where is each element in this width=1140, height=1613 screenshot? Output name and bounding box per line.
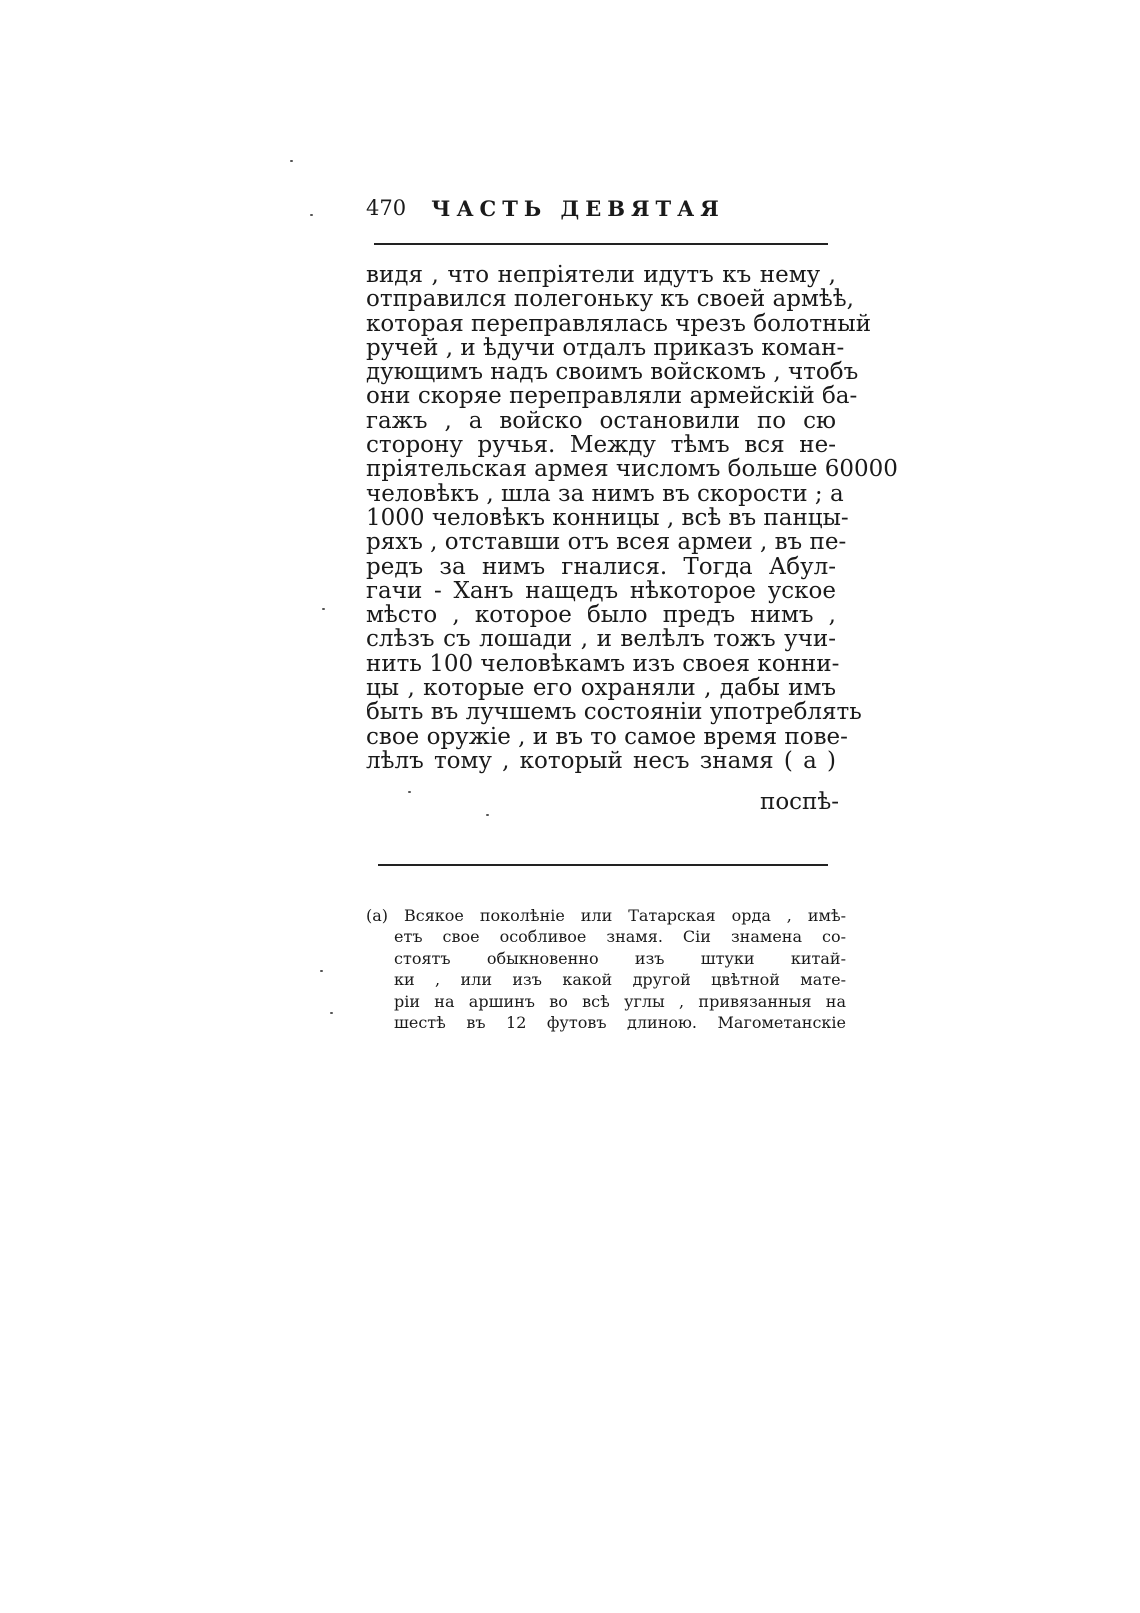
body-line: видя , что непріятели идутъ къ нему , <box>366 262 836 288</box>
body-line: человѣкъ , шла за нимъ въ скорости ; а <box>366 480 844 507</box>
body-text <box>366 262 898 774</box>
scan-speck <box>322 608 325 610</box>
body-line: которая переправлялась чрезъ болотный <box>366 310 872 337</box>
footnote-line: шестѣ въ 12 футовъ длиною. Магометанскіе <box>394 1012 846 1032</box>
scan-speck <box>486 814 489 816</box>
body-line: свое оружіе , и въ то самое время пове- <box>366 723 848 750</box>
footnote-line: етъ свое особливое знамя. Сіи знамена со- <box>394 927 846 947</box>
body-line: быть въ лучшемъ состояніи употреблять <box>366 699 862 726</box>
body-line: редъ за нимъ гналися. Тогда Абул- <box>366 553 836 580</box>
footnote-line: стоятъ обыкновенно изъ штуки китай- <box>394 948 846 968</box>
body-line: нить 100 человѣкамъ изъ своея конни- <box>366 650 840 677</box>
scan-speck <box>290 160 293 162</box>
scan-speck <box>408 791 411 793</box>
footnote <box>366 905 846 1033</box>
body-line: гажъ , а войско остановили по сю <box>366 407 836 434</box>
body-line: ряхъ , отставши отъ всея армеи , въ пе- <box>366 529 847 556</box>
page-number: 470 <box>366 196 407 220</box>
body-line: 1000 человѣкъ конницы , всѣ въ панцы- <box>366 504 849 531</box>
body-line: цы , которые его охраняли , дабы имъ <box>366 675 836 702</box>
footnote-rule <box>378 864 828 866</box>
footnote-line: ки , или изъ какой другой цвѣтной мате- <box>394 970 846 990</box>
body-line: гачи - Ханъ нащедъ нѣкоторое уское <box>366 577 836 604</box>
catchword: поспѣ- <box>760 789 840 815</box>
scan-speck <box>320 970 323 972</box>
body-line: ручей , и ѣдучи отдалъ приказъ коман- <box>366 334 845 361</box>
body-line: слѣзъ съ лошади , и велѣлъ тожъ учи- <box>366 626 836 653</box>
body-line: мѣсто , которое было предъ нимъ , <box>366 602 836 629</box>
body-line: отправился полегоньку къ своей армѣѣ, <box>366 286 854 313</box>
scan-speck <box>330 1012 333 1014</box>
running-head: ЧАСТЬ ДЕВЯТАЯ <box>431 196 725 221</box>
body-line: дующимъ надъ своимъ войскомъ , чтобъ <box>366 359 859 386</box>
body-line: пріятельская армея числомъ больше 60000 <box>366 456 898 483</box>
footnote-line: ріи на аршинъ во всѣ углы , привязанныя на <box>394 991 846 1011</box>
header-rule <box>374 243 828 245</box>
scan-speck <box>310 214 313 216</box>
body-line: лѣлъ тому , который несъ знамя ( a ) <box>366 747 836 774</box>
footnote-line: (a) Всякое поколѣніе или Татарская орда , имѣ- <box>366 906 846 925</box>
body-line: сторону ручья. Между тѣмъ вся не- <box>366 432 836 459</box>
body-line: они скоряе переправляли армейскій ба- <box>366 383 858 410</box>
